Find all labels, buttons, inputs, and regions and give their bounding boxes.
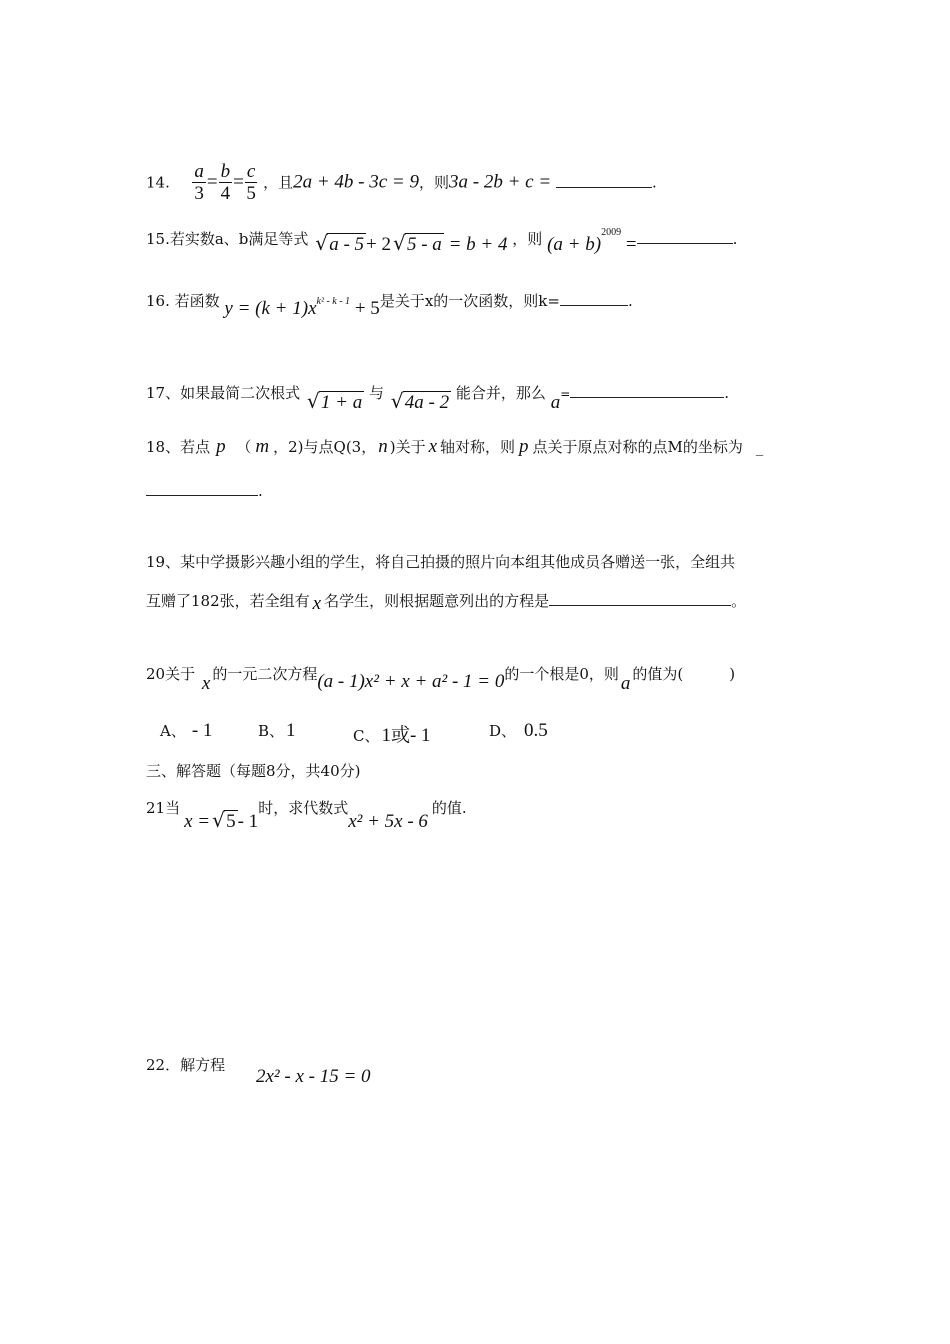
q21-minus-one: - 1: [237, 811, 259, 832]
q21-polynomial: x² + 5x - 6: [348, 811, 428, 832]
q18-text-c: ，2)与点Q(3，: [273, 438, 377, 456]
q15-radical-2: √ 5 - a: [392, 231, 442, 255]
q19-text-line-1: 19、某中学摄影兴趣小组的学生，将自己拍摄的照片向本组其他成员各赠送一张，全组共: [146, 553, 736, 571]
q16-lead: 16. 若函数: [146, 292, 220, 310]
q17-conjunction: 与: [368, 384, 384, 402]
q16-plus-five: + 5: [354, 298, 380, 319]
q15-equals: =: [625, 234, 637, 255]
q15-exponent: 2009: [601, 227, 622, 238]
q15-answer-blank[interactable]: [637, 242, 733, 244]
q21-text-2: 的值.: [431, 799, 467, 817]
question-21: [146, 797, 467, 832]
q21-x-equals: x =: [184, 811, 211, 832]
q18-text-b: （: [236, 438, 252, 456]
q22-equation: [256, 1066, 371, 1088]
q17-end: .: [724, 384, 730, 402]
q18-answer-blank[interactable]: [146, 494, 258, 496]
q19-end: 。: [731, 592, 747, 610]
q16-exponent: k² - k - 1: [316, 296, 351, 307]
q17-variable: a: [550, 392, 561, 413]
question-22: [146, 1054, 225, 1075]
q16-function: y = (k + 1)x: [224, 298, 317, 319]
q22-equation-text: 2x² - x - 15 = 0: [256, 1066, 371, 1087]
q19-var-x: x: [312, 593, 322, 614]
q15-radical-1: √ a - 5: [315, 231, 365, 255]
q20-var-a: a: [620, 673, 631, 694]
q15-end: .: [732, 230, 738, 248]
q14-target-expression: 3a - 2b + c =: [449, 171, 552, 193]
q20-text-3: 的值为(: [632, 665, 684, 683]
q17-answer-blank[interactable]: [570, 396, 724, 398]
question-15: [146, 227, 738, 255]
q20-option-d[interactable]: [489, 720, 548, 742]
q15-text-2: ，则: [512, 230, 543, 248]
q22-lead: 22．解方程: [146, 1056, 226, 1074]
q14-fraction-a3: $\frac{a}{3}$: [194, 161, 204, 204]
q14-answer-blank[interactable]: [556, 186, 652, 188]
q15-plus-two: + 2: [366, 234, 391, 255]
q18-var-m: m: [255, 436, 270, 457]
q18-point-p-2: p: [519, 436, 529, 457]
q17-lead: 17、如果最简二次根式: [146, 384, 301, 402]
question-20: [146, 663, 736, 694]
q19-text-b: 名学生，则根据题意列出的方程是: [324, 592, 550, 610]
q20-lead: 20关于: [146, 665, 196, 683]
q14-text-2: ，则: [419, 173, 450, 192]
q20-option-d-value: 0.5: [524, 720, 548, 741]
q18-point-p: p: [216, 436, 226, 457]
q18-var-x: x: [428, 436, 438, 457]
section-heading: 三、解答题（每题8分，共40分): [146, 762, 361, 780]
q14-text-1: ，且: [263, 173, 294, 192]
q20-option-b-value: 1: [286, 720, 296, 741]
q14-number: 14.: [146, 173, 170, 192]
q20-text-1: 的一元二次方程: [212, 665, 318, 683]
q21-radical: √ 5: [212, 808, 236, 832]
q14-fraction-c5: $\frac{c}{5}$: [246, 161, 256, 204]
q16-text: 是关于x的一次函数，则k=: [379, 292, 560, 310]
q20-option-c-label: C、: [353, 727, 380, 745]
q20-text-2: 的一个根是0，则: [504, 665, 619, 683]
q20-option-d-label: D、: [489, 722, 517, 740]
question-19-line-1: [146, 551, 735, 572]
q20-option-b-label: B、: [258, 722, 285, 740]
q18-text-d: )关于: [389, 438, 426, 456]
q14-end: .: [651, 173, 657, 192]
q15-rhs: = b + 4: [448, 234, 508, 255]
q18-end: .: [258, 482, 263, 500]
question-18-line-2: [146, 482, 263, 500]
q18-text-g: _: [755, 438, 764, 456]
q20-close-paren: ): [729, 665, 736, 683]
q20-option-a-value: - 1: [191, 720, 213, 741]
q17-radical-1: √ 1 + a: [306, 389, 363, 413]
q14-fraction-b4: $\frac{b}{4}$: [220, 161, 231, 204]
q17-text: 能合并，那么: [455, 384, 546, 402]
q20-option-c[interactable]: [353, 720, 431, 747]
q16-answer-blank[interactable]: [560, 304, 628, 306]
q16-end: .: [627, 292, 633, 310]
question-19-line-2: [146, 590, 746, 612]
q20-var-x: x: [201, 673, 211, 694]
q18-text-f: 点关于原点对称的点M的坐标为: [532, 438, 743, 456]
q14-condition: 2a + 4b - 3c = 9: [293, 171, 419, 193]
q15-lead: 15.若实数a、b满足等式: [146, 230, 309, 248]
q21-lead: 21当: [146, 799, 181, 817]
q19-answer-blank[interactable]: [549, 604, 731, 606]
q20-option-c-value: 1或- 1: [381, 725, 431, 746]
question-16: [146, 290, 633, 319]
q15-expression: (a + b): [547, 234, 602, 255]
q20-option-a[interactable]: [160, 720, 212, 742]
q20-option-a-label: A、: [160, 722, 186, 740]
question-14: 14. $\frac{a}{3}$ = $\frac{b}{4}$ = $\frac{c}{5}$ ，且2a + 4b - 3c = 9，则3a - 2b + c = .: [146, 161, 657, 204]
q19-text-a: 互赠了182张，若全组有: [146, 592, 310, 610]
q17-equals: =: [560, 387, 571, 401]
q18-var-n: n: [378, 436, 388, 457]
q18-text-e: 轴对称，则: [440, 438, 516, 456]
q18-text-a: 18、若点: [146, 438, 211, 456]
q17-radical-2: √ 4a - 2: [390, 389, 450, 413]
q20-equation: (a - 1)x² + x + a² - 1 = 0: [317, 671, 505, 692]
question-17: [146, 382, 730, 413]
question-18-line-1: [146, 436, 763, 458]
q20-option-b[interactable]: [258, 720, 296, 742]
q21-text-1: 时，求代数式: [258, 799, 349, 817]
